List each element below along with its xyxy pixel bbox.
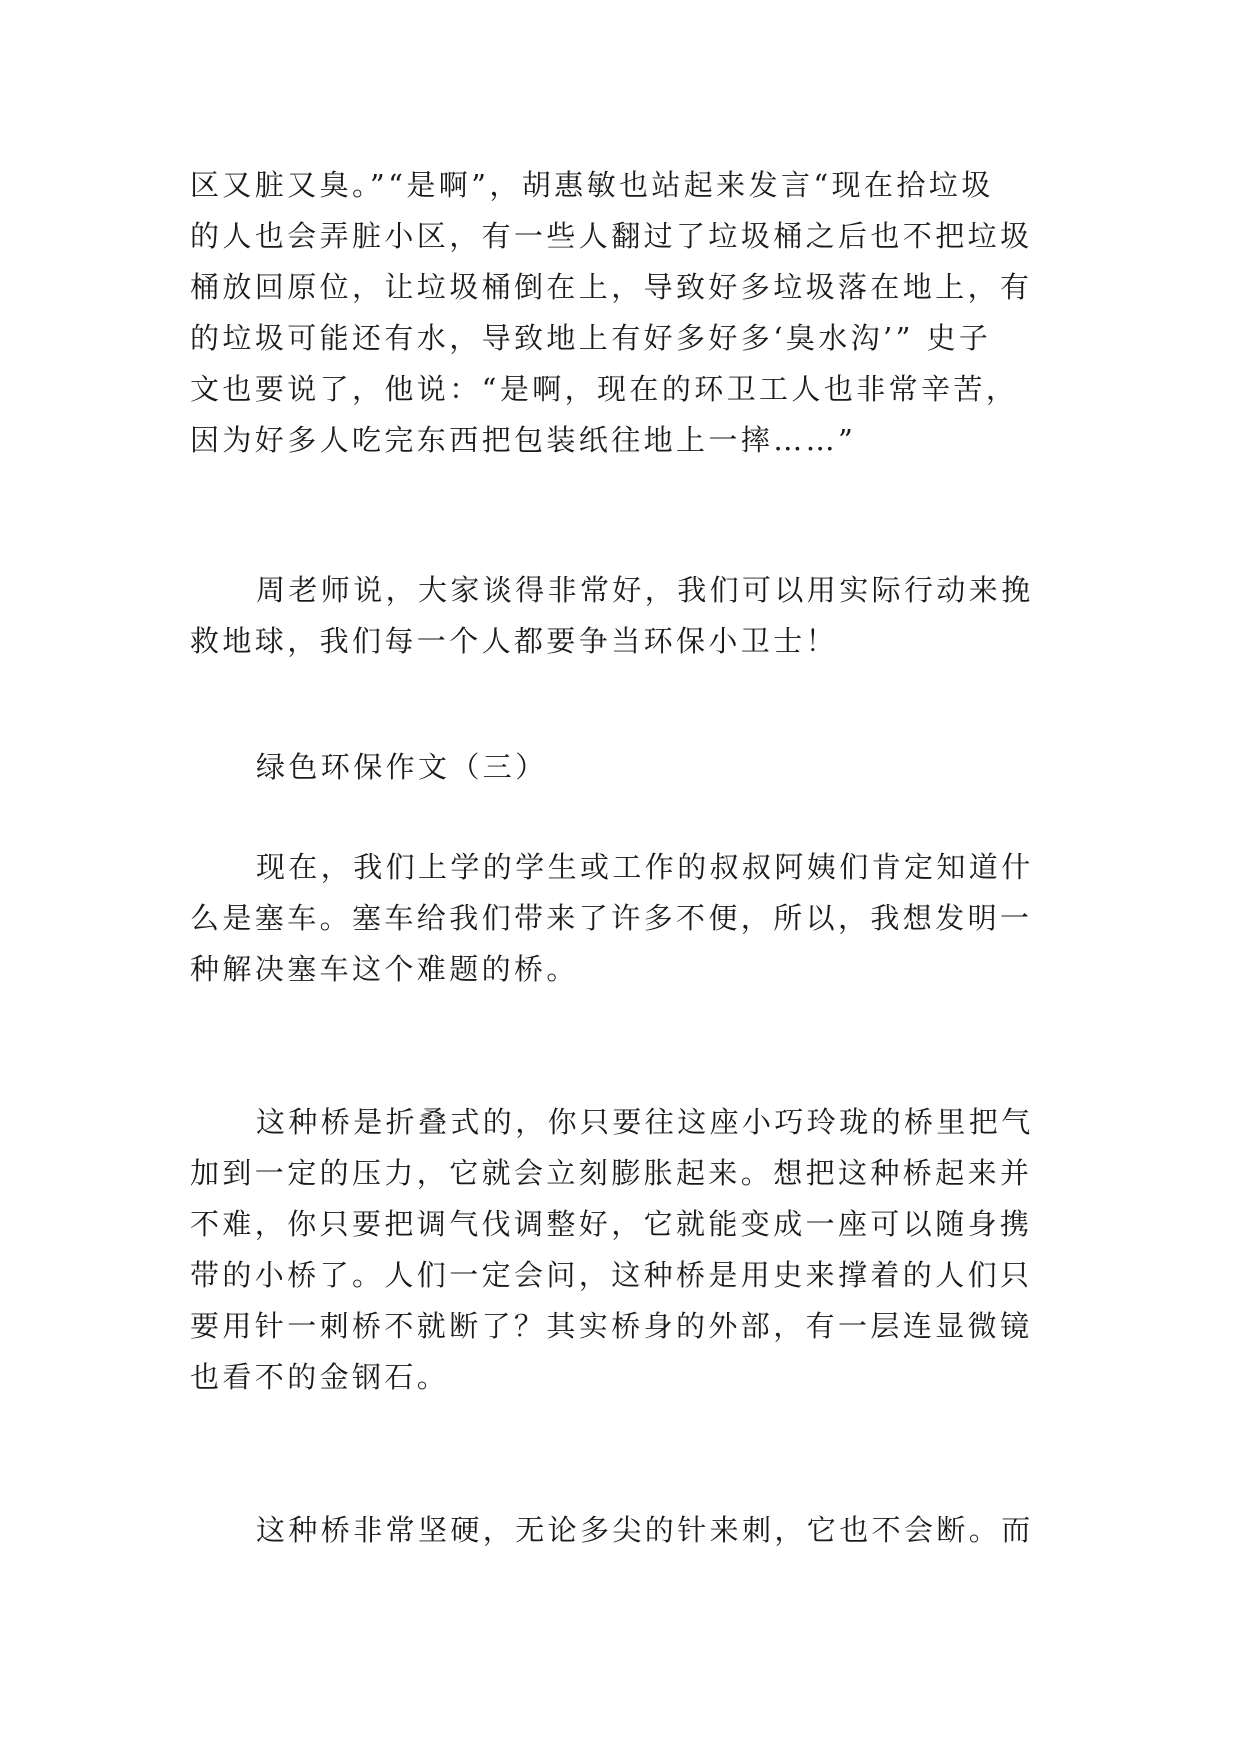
heading-text: 绿色环保作文（三） — [256, 750, 548, 784]
paragraph-line: 要用针一刺桥不就断了？其实桥身的外部，有一层连显微镜 — [190, 1309, 1033, 1343]
paragraph-4 — [190, 842, 1052, 995]
paragraph-line: 现在，我们上学的学生或工作的叔叔阿姨们肯定知道什 — [256, 850, 1034, 884]
paragraph-line: 这种桥非常坚硬，无论多尖的针来刺，它也不会断。而 — [256, 1513, 1034, 1547]
paragraph-line: 么是塞车。塞车给我们带来了许多不便，所以，我想发明一 — [190, 901, 1033, 935]
paragraph-5 — [190, 1097, 1052, 1403]
paragraph-line: 区又脏又臭。”“是啊”，胡惠敏也站起来发言“现在拾垃圾 — [190, 168, 994, 202]
paragraph-line: 这种桥是折叠式的，你只要往这座小巧玲珑的桥里把气 — [256, 1105, 1034, 1139]
paragraph-line: 不难，你只要把调气伐调整好，它就能变成一座可以随身携 — [190, 1207, 1033, 1241]
paragraph-line: 种解决塞车这个难题的桥。 — [190, 952, 579, 986]
section-heading — [190, 742, 1052, 793]
paragraph-line: 救地球，我们每一个人都要争当环保小卫士！ — [190, 624, 839, 658]
paragraph-line: 的人也会弄脏小区，有一些人翻过了垃圾桶之后也不把垃圾 — [190, 219, 1033, 253]
paragraph-line: 因为好多人吃完东西把包装纸往地上一摔……” — [190, 423, 857, 457]
paragraph-1 — [190, 160, 1052, 466]
paragraph-2 — [190, 565, 1052, 667]
paragraph-line: 带的小桥了。人们一定会问，这种桥是用史来撑着的人们只 — [190, 1258, 1033, 1292]
paragraph-line: 也看不的金钢石。 — [190, 1360, 450, 1394]
paragraph-line: 桶放回原位，让垃圾桶倒在上，导致好多垃圾落在地上，有 — [190, 270, 1033, 304]
paragraph-line: 加到一定的压力，它就会立刻膨胀起来。想把这种桥起来并 — [190, 1156, 1033, 1190]
paragraph-line: 文也要说了，他说：“是啊，现在的环卫工人也非常辛苦， — [190, 372, 1019, 406]
paragraph-6 — [190, 1505, 1052, 1556]
paragraph-line: 周老师说，大家谈得非常好，我们可以用实际行动来挽 — [256, 573, 1034, 607]
paragraph-line: 的垃圾可能还有水，导致地上有好多好多‘臭水沟’” 史子 — [190, 321, 992, 355]
